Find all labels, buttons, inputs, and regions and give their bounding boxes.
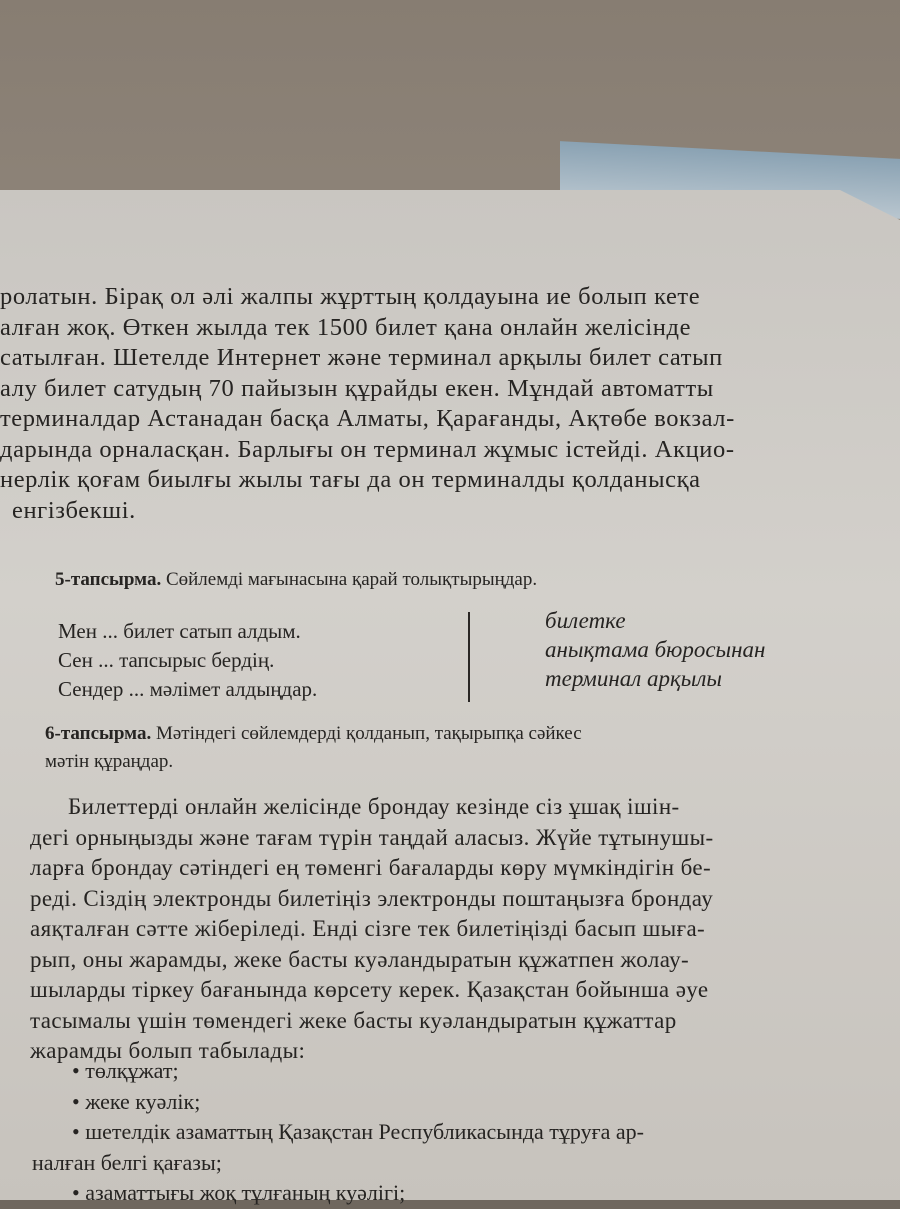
sentence-item: Мен ... билет сатып алдым. <box>58 619 301 643</box>
text-line: жарамды болып табылады: <box>30 1038 306 1063</box>
text-line: алу билет сатудың 70 пайызын құрайды екен. Мұндай автоматты <box>0 374 714 402</box>
option-item: билетке <box>545 608 626 633</box>
text-line: нерлік қоғам биылғы жылы тағы да он терминалды қолданысқа <box>0 466 701 493</box>
sentence-item: Сендер ... мәлімет алдыңдар. <box>58 677 318 701</box>
text-line: терминалдар Астанадан басқа Алматы, Қарағанды, Ақтөбе вокзал- <box>0 405 735 432</box>
task-5 <box>55 566 537 594</box>
list-item: • жеке куәлік; <box>72 1088 201 1114</box>
task-5-options <box>545 606 765 693</box>
text-line: рып, оны жарамды, жеке басты куәландыратын құжатпен жолау- <box>30 946 690 972</box>
sentence-item: Сен ... тапсырыс бердің. <box>58 648 275 672</box>
task-6 <box>45 720 875 776</box>
list-item-continuation: налған белгі қағазы; <box>32 1149 222 1175</box>
document-list <box>32 1056 644 1209</box>
text-line: аяқталған сәтте жіберіледі. Енді сізге тек билетіңізді басып шыға- <box>30 916 706 941</box>
option-item: терминал арқылы <box>545 666 722 691</box>
text-line: ролатын. Бірақ ол әлі жалпы жұрттың қолдауына ие болып кете <box>0 283 701 310</box>
task-5-label: 5-тапсырма. <box>55 569 162 590</box>
text-line: алған жоқ. Өткен жылда тек 1500 билет қана онлайн желісінде <box>0 313 692 341</box>
task-5-instruction: Сөйлемді мағынасына қарай толықтырыңдар. <box>165 569 538 590</box>
paragraph-2 <box>30 792 880 1067</box>
text-line: тасымалы үшін төмендегі жеке басты куәландыратын құжаттар <box>30 1007 677 1033</box>
task-6-line-2: мәтін құраңдар. <box>45 751 174 772</box>
task-5-sentences <box>58 617 317 704</box>
text-line: енгізбекші. <box>12 496 136 524</box>
text-line: ларға брондау сәтіндегі ең төменгі бағаларды көру мүмкіндігін бе- <box>30 855 712 880</box>
option-item: анықтама бюросынан <box>545 637 766 662</box>
text-line: Билеттерді онлайн желісінде брондау кезінде сіз ұшақ ішін- <box>68 794 680 819</box>
list-item: • шетелдік азаматтың Қазақстан Республикасында тұруға ар- <box>72 1119 644 1144</box>
column-divider <box>468 612 470 702</box>
text-line: дарында орналасқан. Барлығы он терминал жұмыс істейді. Акцио- <box>0 435 735 463</box>
task-6-instruction: Мәтіндегі сөйлемдерді қолданып, тақырыпқа сәйкес <box>155 723 582 744</box>
list-item: • төлқұжат; <box>72 1058 179 1083</box>
text-line: шыларды тіркеу бағанында көрсету керек. Қазақстан бойынша әуе <box>30 977 709 1002</box>
task-6-line-1 <box>45 720 875 748</box>
list-item: • азаматтығы жоқ тұлғаның куәлігі; <box>72 1180 406 1205</box>
text-line: сатылған. Шетелде Интернет және терминал арқылы билет сатып <box>0 344 723 371</box>
text-line: дегі орныңызды және тағам түрін таңдай аласыз. Жүйе тұтынушы- <box>30 824 714 850</box>
paragraph-1 <box>0 282 870 526</box>
task-6-label: 6-тапсырма. <box>45 723 152 744</box>
text-line: реді. Сіздің электронды билетіңіз электронды поштаңызға брондау <box>30 885 714 911</box>
